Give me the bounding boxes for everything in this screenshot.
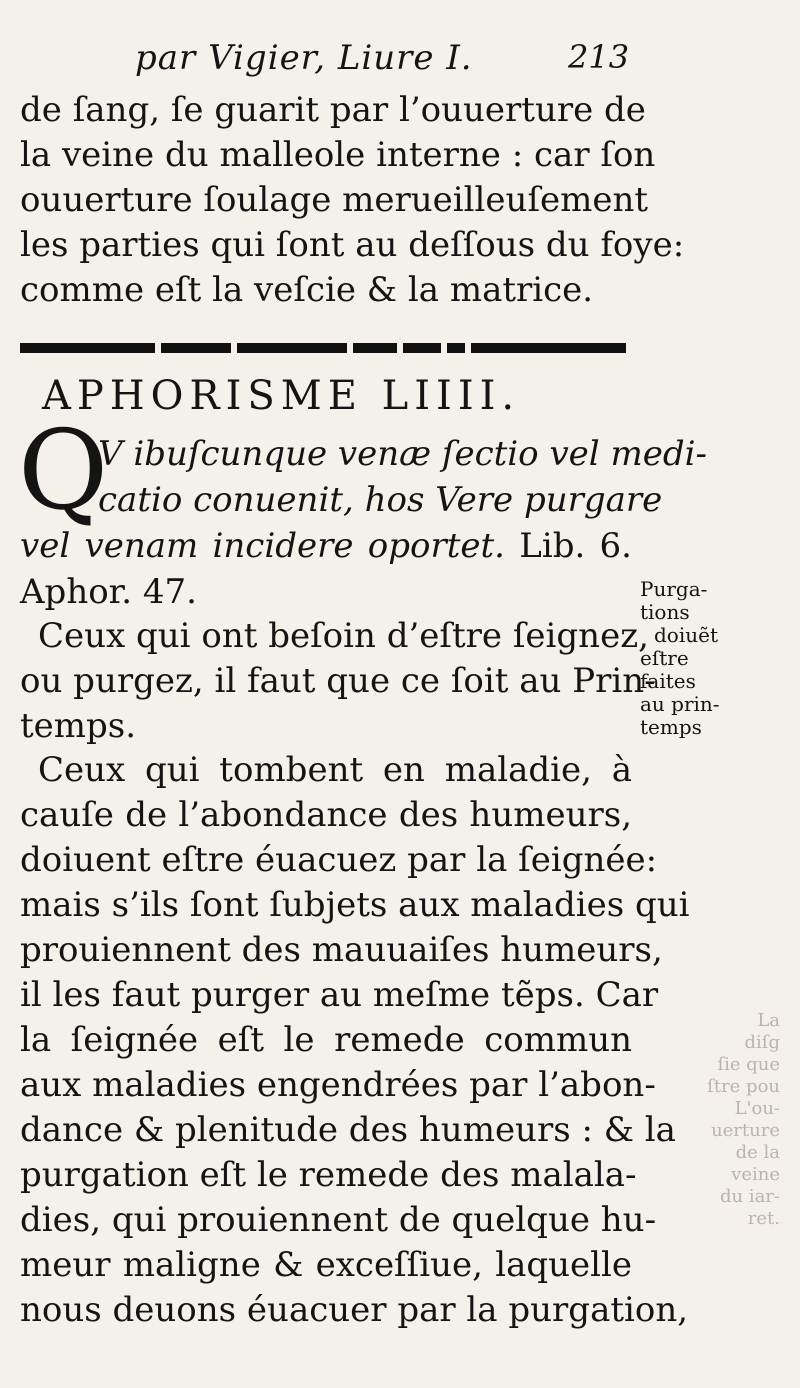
text-line: Ceux qui ont beſoin d’eſtre ſeignez,: [38, 616, 649, 656]
paragraph-2: [20, 748, 690, 1333]
running-head-title: par Vigier, Liure I.: [135, 38, 473, 78]
margin-note-line: temps: [640, 715, 702, 739]
latin-reference-line: Aphor. 47.: [20, 572, 197, 612]
latin-line: V ibuſcunque venæ ſectio vel medi-: [98, 434, 707, 474]
bleed-line: L'ou-: [734, 1098, 780, 1119]
running-head: [0, 38, 800, 88]
margin-note-line: Purga-: [640, 577, 708, 601]
text-line: comme eſt la veſcie & la matrice.: [20, 270, 594, 310]
text-line: la veine du malleole interne : car ſon: [20, 135, 656, 175]
bleed-line: ſie que: [717, 1054, 780, 1075]
text-line: nous deuons éuacuer par la purgation,: [20, 1290, 689, 1330]
bleed-line: du iar-: [719, 1186, 780, 1207]
bleed-through-text: [680, 1010, 780, 1230]
latin-line: catio conuenit, hos Vere purgare: [98, 480, 663, 520]
text-line: doiuent eſtre éuacuez par la ſeignée:: [20, 840, 658, 880]
latin-reference: Lib. 6.: [504, 526, 632, 566]
text-line: meur maligne & exceſſiue, laquelle: [20, 1245, 632, 1285]
bleed-line: diſg: [744, 1032, 780, 1053]
bleed-line: veine: [731, 1164, 780, 1185]
text-line: la ſeignée eſt le remede commun: [20, 1020, 632, 1060]
text-line: de ſang, ſe guarit par l’ouuerture de: [20, 90, 646, 130]
margin-note: [640, 578, 740, 739]
top-paragraph: [20, 88, 685, 313]
margin-note-line: doiuẽt: [654, 623, 718, 647]
ornamental-rule: [20, 343, 632, 357]
bleed-line: ret.: [747, 1208, 780, 1229]
text-line: prouiennent des mauuaiſes humeurs,: [20, 930, 663, 970]
text-line: cauſe de l’abondance des humeurs,: [20, 795, 632, 835]
text-line: ou purgez, il faut que ce ſoit au Prin-: [20, 661, 656, 701]
text-line: Ceux qui tombent en maladie, à: [38, 750, 632, 790]
text-line: dies, qui prouiennent de quelque hu-: [20, 1200, 657, 1240]
bleed-line: de la: [735, 1142, 780, 1163]
latin-line-with-ref: [20, 524, 632, 570]
latin-line: vel venam incidere oportet.: [20, 526, 505, 566]
margin-note-line: tions: [640, 600, 690, 624]
text-line: ouuerture ſoulage merueilleuſement: [20, 180, 649, 220]
paragraph-1: [20, 614, 656, 749]
margin-note-line: au prin-: [640, 692, 720, 716]
margin-note-line: eſtre: [640, 646, 689, 670]
text-line: les parties qui ſont au deſſous du foye:: [20, 225, 685, 265]
bleed-line: La: [757, 1010, 780, 1031]
text-line: il les faut purger au meſme tẽps. Car: [20, 975, 659, 1015]
text-line: aux maladies engendrées par l’abon-: [20, 1065, 656, 1105]
text-line: purgation eſt le remede des malala-: [20, 1155, 637, 1195]
text-line: dance & plenitude des humeurs : & la: [20, 1110, 676, 1150]
page-number: 213: [568, 38, 630, 76]
bleed-line: ſtre pou: [707, 1076, 780, 1097]
bleed-line: uerture: [711, 1120, 780, 1141]
text-line: mais s’ils ſont ſubjets aux maladies qui: [20, 885, 690, 925]
aphorism-heading: APHORISME LIIII.: [42, 373, 521, 419]
drop-cap: Q: [18, 406, 109, 534]
text-line: temps.: [20, 706, 137, 746]
margin-note-line: faites: [640, 669, 696, 693]
